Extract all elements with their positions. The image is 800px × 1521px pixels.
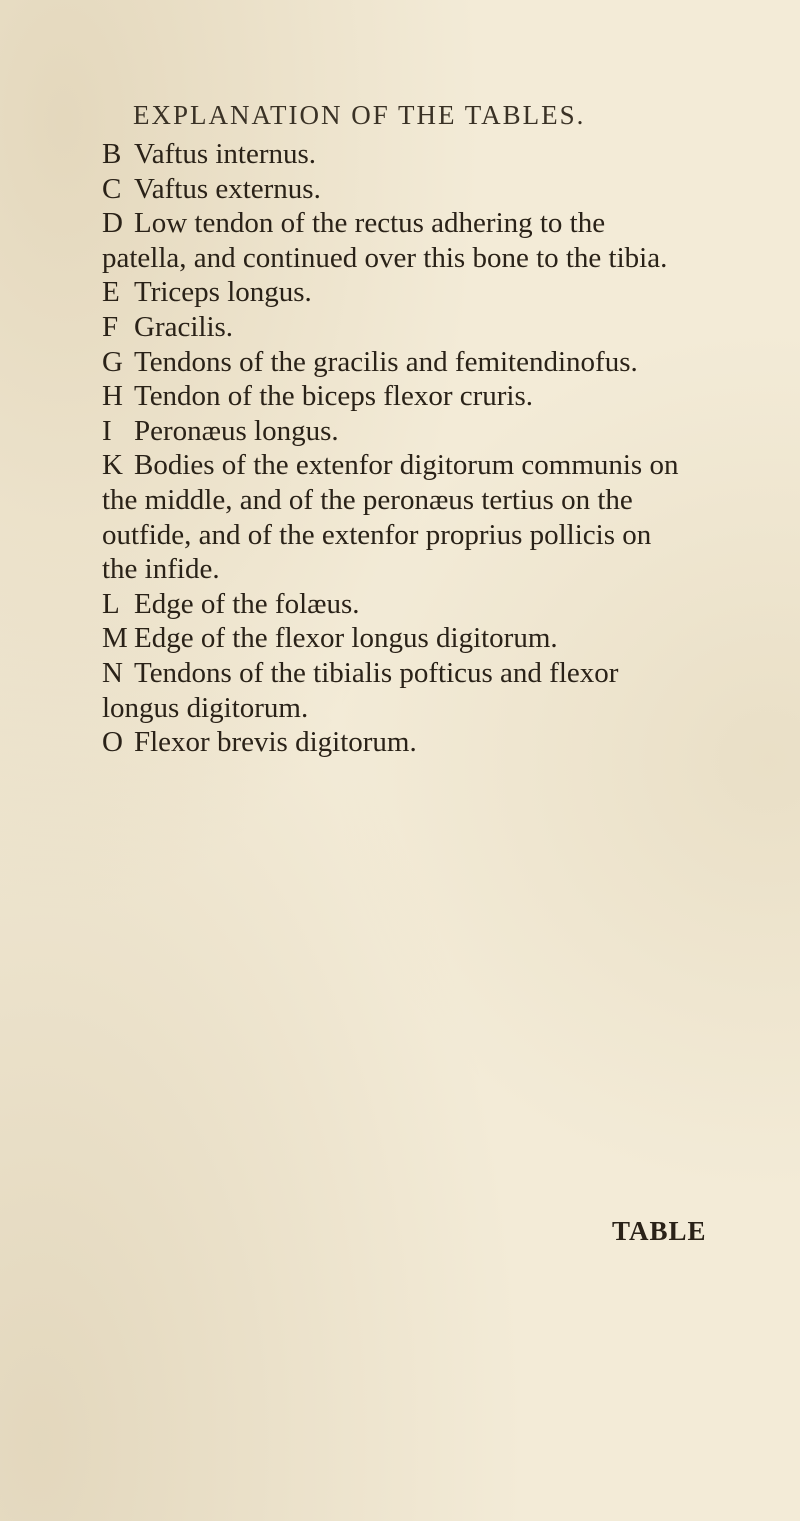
entry-letter: L	[102, 587, 120, 620]
list-item	[102, 137, 687, 172]
entry-text: Vaftus externus.	[134, 172, 321, 205]
list-item	[102, 621, 687, 656]
entry-text: Tendons of the gracilis and femitendinofus.	[134, 345, 638, 378]
list-item	[102, 587, 687, 622]
entry-text: Flexor brevis digitorum.	[134, 726, 417, 759]
list-item	[102, 448, 687, 586]
entry-letter: D	[102, 207, 123, 240]
entry-text: Vaftus internus.	[134, 138, 317, 170]
list-item	[102, 656, 687, 725]
list-item	[102, 725, 687, 760]
entry-letter: B	[102, 138, 122, 170]
entry-text: Low tendon of the rectus adhering to the patella, and continued over this bone to the tibia.	[102, 207, 668, 274]
entry-letter: O	[102, 726, 123, 759]
entry-letter: C	[102, 172, 122, 205]
list-item	[102, 345, 687, 380]
entry-text: Tendons of the tibialis pofticus and flexor longus digitorum.	[102, 656, 619, 724]
list-item	[102, 414, 687, 449]
page-header: EXPLANATION OF THE TABLES.	[133, 100, 586, 130]
list-item	[102, 310, 687, 345]
entry-text: Bodies of the extenfor digitorum communis on the middle, and of the peronæus tertius on the outfide, and of the extenfor proprius pollicis on the infide.	[102, 449, 679, 586]
entry-letter: G	[102, 345, 123, 378]
entry-text: Peronæus longus.	[134, 414, 339, 447]
entry-text: Triceps longus.	[134, 276, 312, 309]
entry-letter: K	[102, 449, 123, 482]
entry-letter: H	[102, 380, 123, 413]
list-item	[102, 206, 687, 275]
catchword: TABLE	[612, 1216, 707, 1246]
entry-letter: F	[102, 310, 119, 343]
list-item	[102, 275, 687, 310]
entry-text: Gracilis.	[134, 310, 234, 343]
list-item	[102, 379, 687, 414]
entry-letter: M	[102, 622, 128, 655]
entry-text: Edge of the folæus.	[134, 587, 360, 620]
entry-list	[102, 137, 687, 760]
entry-text: Tendon of the biceps flexor cruris.	[134, 380, 534, 413]
entry-letter: E	[102, 276, 120, 309]
entry-letter: I	[102, 414, 112, 447]
entry-letter: N	[102, 656, 123, 689]
entry-text: Edge of the flexor longus digitorum.	[134, 622, 558, 655]
list-item	[102, 172, 687, 207]
